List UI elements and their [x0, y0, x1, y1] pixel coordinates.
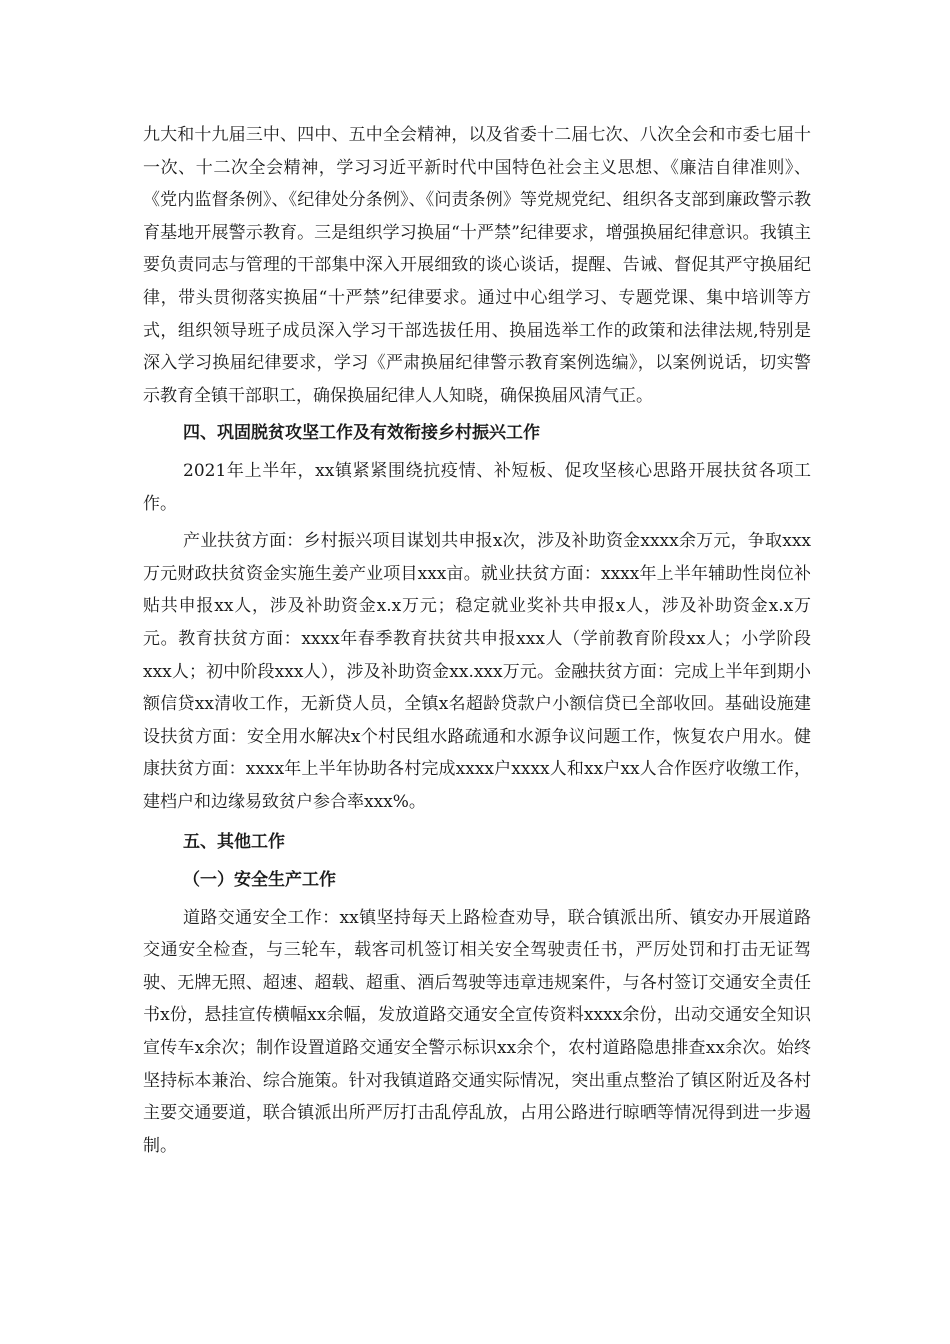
section-heading-poverty-alleviation: 四、巩固脱贫攻坚工作及有效衔接乡村振兴工作 [183, 423, 540, 444]
section-heading-other-work: 五、其他工作 [183, 832, 285, 853]
body-paragraph-discipline: 九大和十九届三中、四中、五中全会精神，以及省委十二届七次、八次全会和市委七届十一次、十二次全会精神，学习习近平新时代中国特色社会主义思想、《廉洁自律准则》、《党内监督条例》、《纪律处分条例》、《问责条例》等党规党纪、组织各支部到廉政警示教育基地开展警示教育。三是组织学习换届“十严禁”纪律要求，增强换届纪律意识。我镇主要负责同志与管理的干部集中深入开展细致的谈心谈话，提醒、告诫、督促其严守换届纪律，带头贯彻落实换届“十严禁”纪律要求。通过中心组学习、专题党课、集中培训等方式，组织领导班子成员深入学习干部选拔任用、换届选举工作的政策和法律法规,特别是深入学习换届纪律要求，学习《严肃换届纪律警示教育案例选编》，以案例说话，切实警示教育全镇干部职工，确保换届纪律人人知晓，确保换届风清气正。 [143, 125, 811, 406]
body-paragraph-poverty-details: 产业扶贫方面：乡村振兴项目谋划共申报x次，涉及补助资金xxxx余万元，争取xxx万元财政扶贫资金实施生姜产业项目xxx亩。就业扶贫方面：xxxx年上半年辅助性岗位补贴共申报xx人，涉及补助资金x.x万元；稳定就业奖补共申报x人，涉及补助资金x.x万元。教育扶贫方面：xxxx年春季教育扶贫共申报xxx人（学前教育阶段xx人；小学阶段xxx人；初中阶段xxx人），涉及补助资金xx.xxx万元。金融扶贫方面：完成上半年到期小额信贷xx清收工作，无新贷人员，全镇x名超龄贷款户小额信贷已全部收回。基础设施建设扶贫方面：安全用水解决x个村民组水路疏通和水源争议问题工作，恢复农户用水。健康扶贫方面：xxxx年上半年协助各村完成xxxx户xxxx人和xx户xx人合作医疗收缴工作，建档户和边缘易致贫户参合率xxx%。 [143, 531, 811, 812]
subsection-heading-safety: （一）安全生产工作 [183, 870, 336, 891]
document-page [143, 119, 811, 1167]
body-paragraph-traffic-safety: 道路交通安全工作：xx镇坚持每天上路检查劝导，联合镇派出所、镇安办开展道路交通安全检查，与三轮车，载客司机签订相关安全驾驶责任书，严厉处罚和打击无证驾驶、无牌无照、超速、超载、超重、酒后驾驶等违章违规案件，与各村签订交通安全责任书x份，悬挂宣传横幅xx余幅，发放道路交通安全宣传资料xxxx余份，出动交通安全知识宣传车x余次；制作设置道路交通安全警示标识xx余个，农村道路隐患排查xx余次。始终坚持标本兼治、综合施策。针对我镇道路交通实际情况，突出重点整治了镇区附近及各村主要交通要道，联合镇派出所严厉打击乱停乱放，占用公路进行晾晒等情况得到进一步遏制。 [143, 907, 811, 1156]
body-paragraph-poverty-intro: 2021年上半年，xx镇紧紧围绕抗疫情、补短板、促攻坚核心思路开展扶贫各项工作。 [143, 460, 811, 514]
